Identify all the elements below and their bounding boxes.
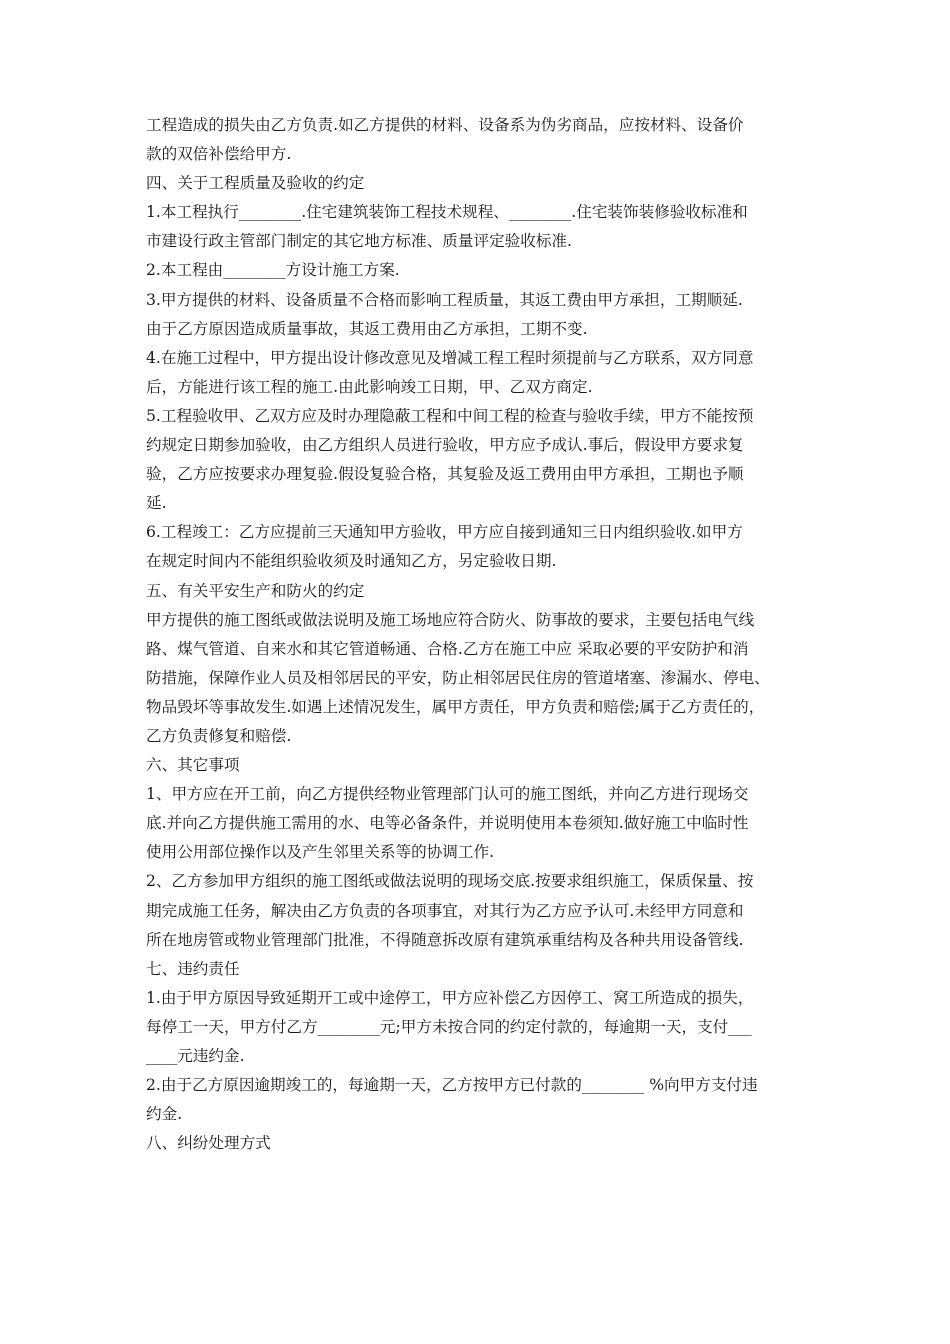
text-line: 防措施，保障作业人员及相邻居民的平安，防止相邻居民住房的管道堵塞、渗漏水、停电、 <box>146 668 770 687</box>
text-line: 2、乙方参加甲方组织的施工图纸或做法说明的现场交底.按要求组织施工，保质保量、按 <box>146 872 754 891</box>
text-line: 约金. <box>146 1105 183 1124</box>
section-heading: 八、纠纷处理方式 <box>146 1134 271 1153</box>
text-line: 乙方负责修复和赔偿. <box>146 726 292 745</box>
text-line: 延. <box>146 494 167 513</box>
text-line: 款的双倍补偿给甲方. <box>146 145 292 164</box>
text-line: 工程造成的损失由乙方负责.如乙方提供的材料、设备系为伪劣商品，应按材料、设备价 <box>146 116 744 134</box>
section-heading: 六、其它事项 <box>146 756 240 775</box>
text-line: 每停工一天，甲方付乙方________元;甲方未按合同的约定付款的，每逾期一天，支付___ <box>146 1017 752 1036</box>
text-line: 底.并向乙方提供施工需用的水、电等必备条件，并说明使用本卷须知.做好施工中临时性 <box>146 814 749 833</box>
text-line: 甲方提供的施工图纸或做法说明及施工场地应符合防火、防事故的要求，主要包括电气线 <box>146 610 755 629</box>
text-line: 1、甲方应在开工前，向乙方提供经物业管理部门认可的施工图纸，并向乙方进行现场交 <box>146 785 749 804</box>
text-line: 在规定时间内不能组织验收须及时通知乙方，另定验收日期. <box>146 552 557 571</box>
text-line: 物品毁坏等事故发生.如遇上述情况发生，属甲方责任，甲方负责和赔偿;属于乙方责任的， <box>146 697 765 716</box>
text-line: 所在地房管或物业管理部门批准，不得随意拆改原有建筑承重结构及各种共用设备管线. <box>146 930 744 949</box>
text-line: 后，方能进行该工程的施工.由此影响竣工日期，甲、乙双方商定. <box>146 377 593 396</box>
document-page <box>146 111 810 1158</box>
text-line: 5.工程验收甲、乙双方应及时办理隐蔽工程和中间工程的检查与验收手续，甲方不能按预 <box>146 406 754 425</box>
section-heading: 七、违约责任 <box>146 959 240 978</box>
text-line: 2.由于乙方原因逾期竣工的，每逾期一天，乙方按甲方已付款的________ %向甲方支付违 <box>146 1076 758 1095</box>
text-line: 1.本工程执行________.住宅建筑装饰工程技术规程、________.住宅装饰装修验收标准和 <box>146 203 748 222</box>
text-line: 市建设行政主管部门制定的其它地方标准、质量评定验收标准. <box>146 232 572 251</box>
text-line: ____元违约金. <box>146 1047 245 1065</box>
text-line: 期完成施工任务，解决由乙方负责的各项事宜，对其行为乙方应予认可.未经甲方同意和 <box>146 901 744 920</box>
text-line: 2.本工程由________方设计施工方案. <box>146 261 400 280</box>
text-line: 6.工程竣工：乙方应提前三天通知甲方验收，甲方应自接到通知三日内组织验收.如甲方 <box>146 523 743 542</box>
text-line: 约规定日期参加验收，由乙方组织人员进行验收，甲方应予成认.事后，假设甲方要求复 <box>146 436 744 455</box>
text-line: 1.由于甲方原因导致延期开工或中途停工，甲方应补偿乙方因停工、窝工所造成的损失， <box>146 988 754 1007</box>
section-heading: 四、关于工程质量及验收的约定 <box>146 174 365 193</box>
text-line: 路、煤气管道、自来水和其它管道畅通、合格.乙方在施工中应 采取必要的平安防护和消 <box>146 639 749 658</box>
text-line: 3.甲方提供的材料、设备质量不合格而影响工程质量，其返工费由甲方承担，工期顺延. <box>146 290 743 309</box>
text-line: 使用公用部位操作以及产生邻里关系等的协调工作. <box>146 843 495 862</box>
section-heading: 五、有关平安生产和防火的约定 <box>146 581 365 600</box>
text-line: 由于乙方原因造成质量事故，其返工费用由乙方承担，工期不变. <box>146 319 588 338</box>
text-line: 4.在施工过程中，甲方提出设计修改意见及增减工程工程时须提前与乙方联系，双方同意 <box>146 348 754 367</box>
text-line: 验，乙方应按要求办理复验.假设复验合格，其复验及返工费用由甲方承担，工期也予顺 <box>146 465 744 484</box>
